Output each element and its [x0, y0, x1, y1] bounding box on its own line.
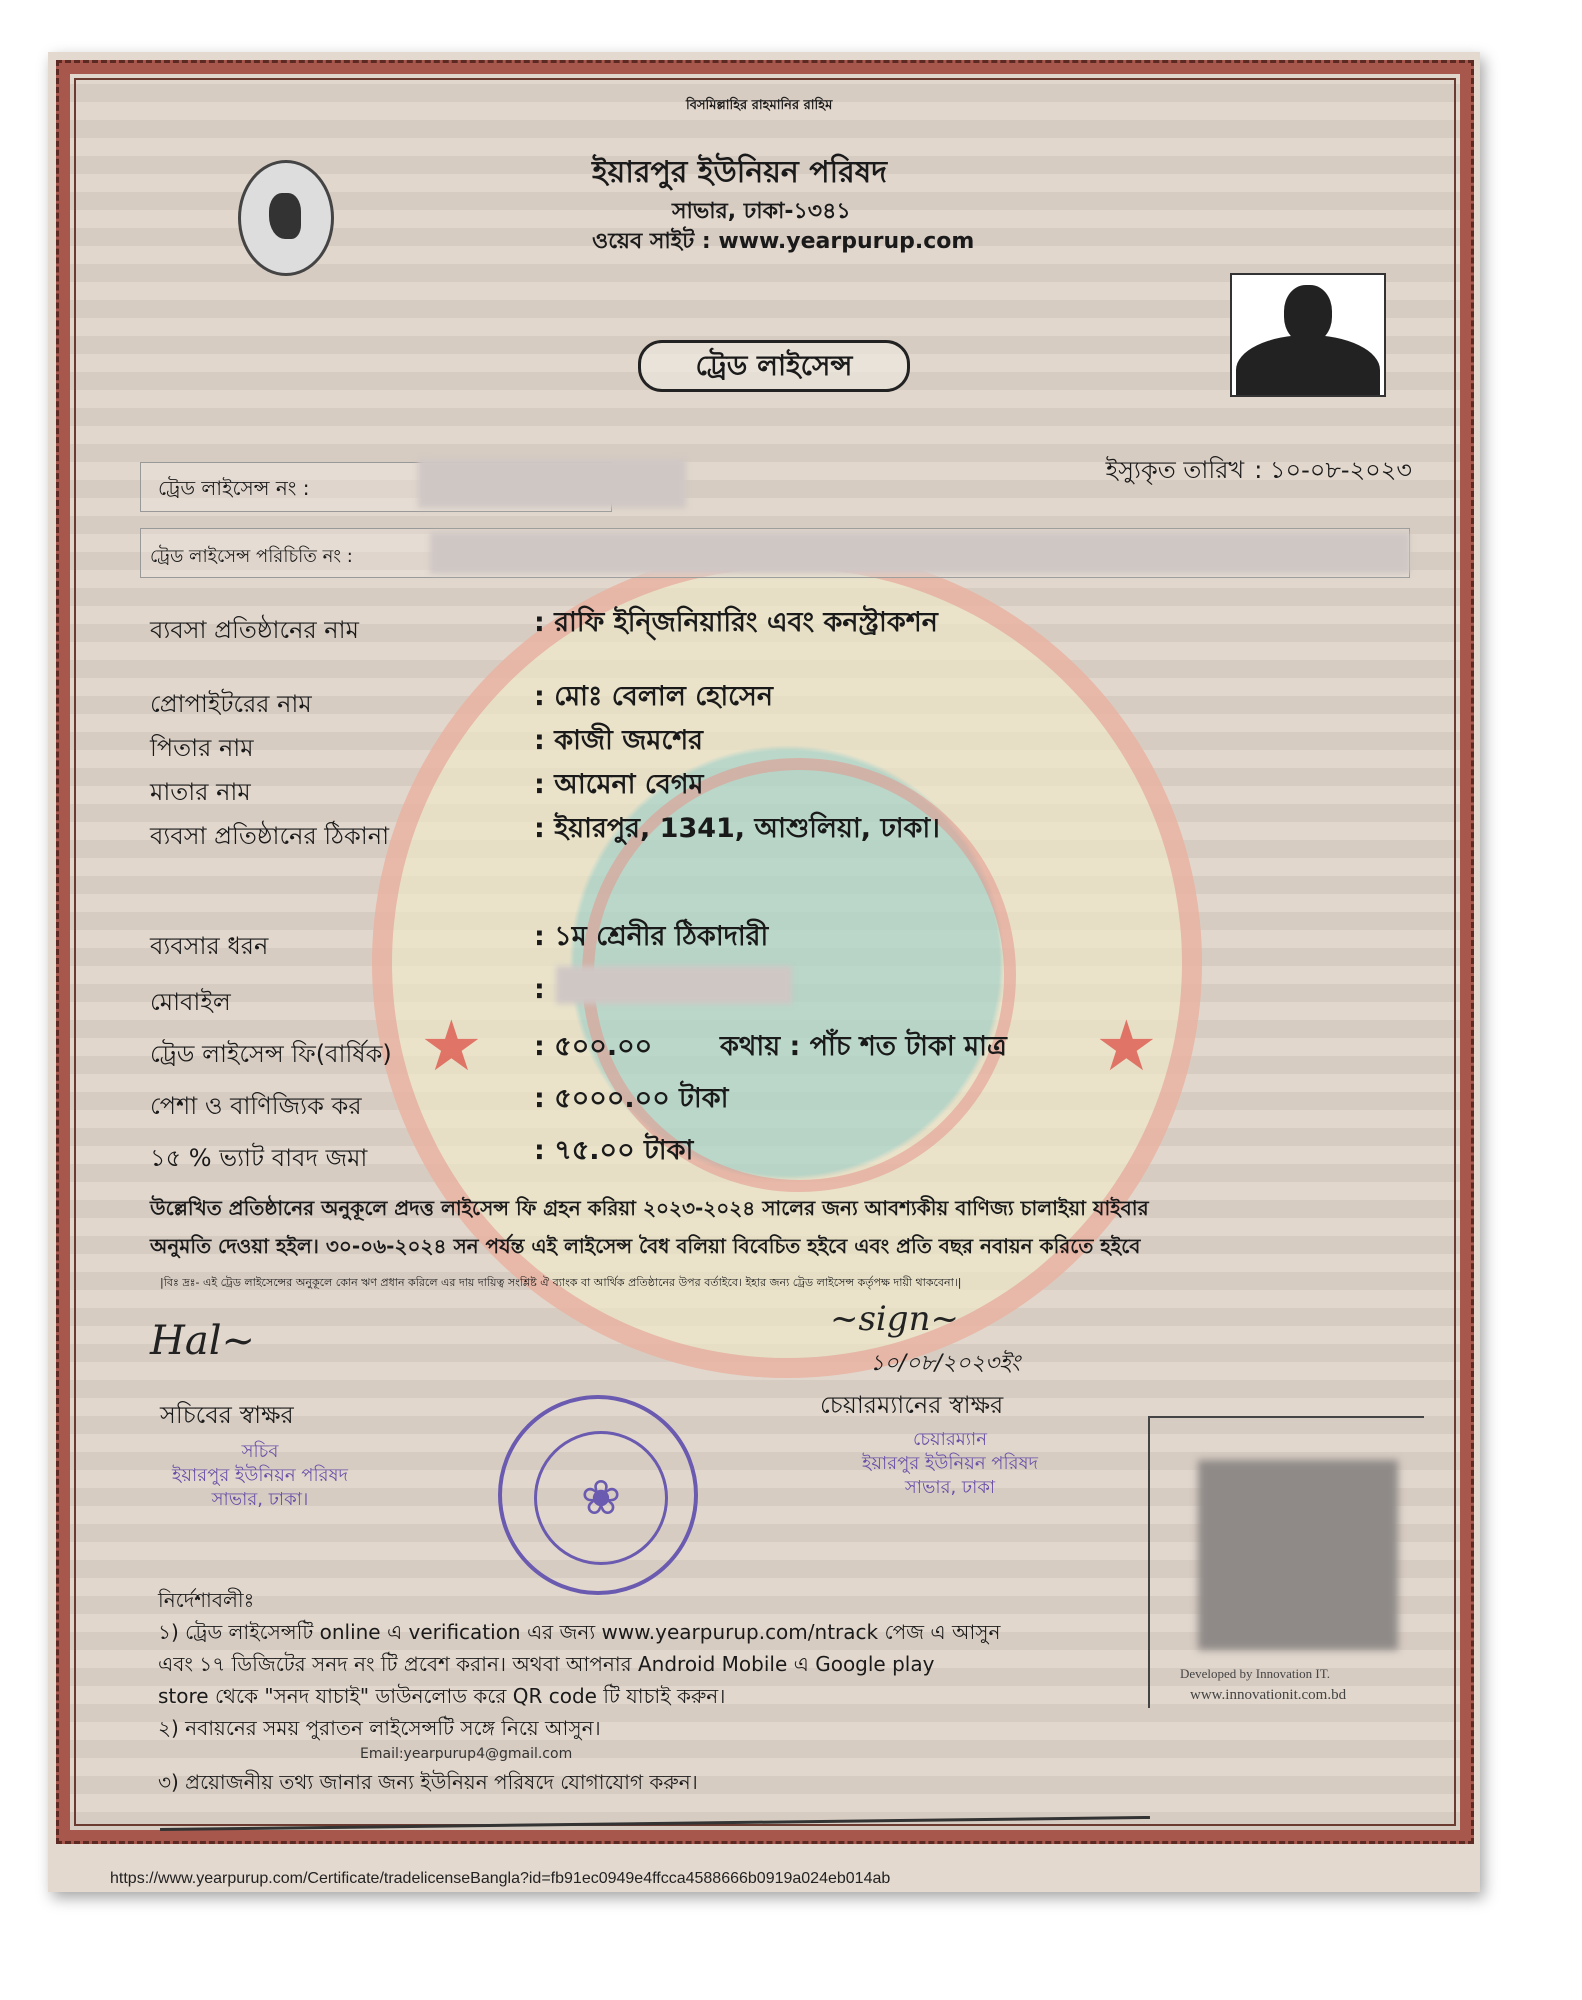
validity-paragraph-line2: অনুমতি দেওয়া হইল। ৩০-০৬-২০২৪ সন পর্যন্ত এই লাইসেন্স বৈধ বলিয়া বিবেচিত হইবে এবং প্রতি বছর নবায়ন করিতে হইবে — [150, 1234, 1141, 1258]
instruction-line: এবং ১৭ ডিজিটের সনদ নং টি প্রবেশ করান। অথবা আপনার Android Mobile এ Google play — [158, 1652, 935, 1676]
stamp-line: চেয়ারম্যান — [913, 1429, 987, 1450]
disclaimer-note: |বিঃ দ্রঃ- এই ট্রেড লাইসেন্সের অনুকূলে কোন ঋণ প্রধান করিলে এর দায় দায়িত্ব সংশ্লিষ্ট ঐ ব্যাংক বা আর্থিক প্রতিষ্ঠানের উপর বর্তাইবে। ইহার জন্য ট্রেড লাইসেন্স কর্তৃপক্ষ দায়ী থাকবেনা।| — [160, 1276, 962, 1289]
stamp-line: সাভার, ঢাকা। — [211, 1489, 309, 1510]
instruction-line: ২) নবায়নের সময় পুরাতন লাইসেন্সটি সঙ্গে নিয়ে আসুন। — [158, 1716, 601, 1740]
issue-date-row — [1106, 452, 1412, 492]
star-icon: ★ — [1095, 1005, 1158, 1087]
page-url: https://www.yearpurup.com/Certificate/tradelicenseBangla?id=fb91ec0949e4ffcca4588666b0919a024eb014ab — [110, 1870, 891, 1887]
vat-amount: : ৭৫.০০ টাকা — [534, 1135, 694, 1166]
star-icon: ★ — [420, 1005, 483, 1087]
proprietor-photo — [1230, 273, 1386, 397]
mother-name: : আমেনা বেগম — [534, 769, 704, 800]
stamp-line: ইয়ারপুর ইউনিয়ন পরিষদ — [862, 1453, 1038, 1474]
stamp-line: ইয়ারপুর ইউনিয়ন পরিষদ — [172, 1465, 348, 1486]
mobile-value: : — [534, 974, 545, 1005]
fee-in-words: কথায় : পাঁচ শত টাকা মাত্র — [720, 1031, 1007, 1062]
mobile-redacted — [556, 966, 792, 1004]
org-address: সাভার, ঢাকা-১৩৪১ — [672, 199, 851, 224]
org-name: ইয়ারপুর ইউনিয়ন পরিষদ — [592, 155, 888, 190]
field-label: ব্যবসার ধরন — [150, 932, 269, 960]
issue-date: : ১০-০৮-২০২৩ — [1254, 456, 1412, 484]
chairman-signature: ~sign~ — [830, 1299, 959, 1339]
license-number-redacted — [418, 458, 686, 508]
developer-credit: Developed by Innovation IT. — [1180, 1666, 1330, 1681]
field-label: ব্যবসা প্রতিষ্ঠানের নাম — [150, 616, 359, 644]
contact-email: Email:yearpurup4@gmail.com — [360, 1746, 573, 1762]
license-id-redacted — [430, 532, 1410, 574]
field-label: ১৫ % ভ্যাট বাবদ জমা — [150, 1144, 368, 1172]
field-label: প্রোপাইটরের নাম — [150, 690, 312, 718]
chairman-stamp — [800, 1428, 1100, 1500]
field-label: ট্রেড লাইসেন্স ফি(বার্ষিক) — [150, 1040, 392, 1068]
developer-website: www.innovationit.com.bd — [1190, 1687, 1347, 1703]
chairman-signature-date: ১০/০৮/২০২৩ইং — [870, 1351, 1021, 1376]
father-name: : কাজী জমশের — [534, 725, 704, 756]
bismillah-text: বিসমিল্লাহির রাহমানির রাহিম — [686, 98, 833, 113]
license-fee: : ৫০০.০০ — [534, 1031, 653, 1062]
qr-code-redacted — [1198, 1460, 1398, 1650]
business-name: : রাফি ইন্জিনিয়ারিং এবং কনস্ট্রাকশন — [534, 607, 938, 638]
union-parishad-round-seal: ❀ — [498, 1395, 698, 1595]
field-label: ব্যবসা প্রতিষ্ঠানের ঠিকানা — [150, 822, 390, 850]
business-tax: : ৫০০০.০০ টাকা — [534, 1083, 729, 1114]
field-label: পেশা ও বাণিজ্যিক কর — [150, 1092, 362, 1120]
field-label: মোবাইল — [150, 988, 231, 1016]
instruction-line: store থেকে "সনদ যাচাই" ডাউনলোড করে QR code টি যাচাই করুন। — [158, 1684, 726, 1708]
instruction-line: ১) ট্রেড লাইসেন্সটি online এ verification এর জন্য www.yearpurup.com/ntrack পেজ এ আসুন — [158, 1620, 1001, 1644]
instruction-line: ৩) প্রয়োজনীয় তথ্য জানার জন্য ইউনিয়ন পরিষদে যোগাযোগ করুন। — [158, 1770, 698, 1794]
issue-date-label: ইস্যুকৃত তারিখ — [1105, 456, 1245, 484]
business-type: : ১ম শ্রেনীর ঠিকাদারী — [534, 921, 769, 952]
secretary-signature: Hal~ — [150, 1318, 256, 1364]
org-website: ওয়েব সাইট : www.yearpurup.com — [592, 229, 975, 254]
document-title: ট্রেড লাইসেন্স — [638, 340, 910, 392]
secretary-signature-label: সচিবের স্বাক্ষর — [160, 1401, 294, 1429]
stamp-line: সচিব — [241, 1441, 279, 1462]
bangladesh-government-seal — [238, 160, 334, 276]
business-address: : ইয়ারপুর, 1341, আশুলিয়া, ঢাকা। — [534, 813, 940, 844]
chairman-signature-label: চেয়ারম্যানের স্বাক্ষর — [820, 1391, 1004, 1419]
proprietor-name: : মোঃ বেলাল হোসেন — [534, 681, 773, 712]
license-id-label: ট্রেড লাইসেন্স পরিচিতি নং : — [150, 546, 353, 567]
instructions-heading: নির্দেশাবলীঃ — [158, 1588, 255, 1612]
field-label: পিতার নাম — [150, 734, 254, 762]
validity-paragraph-line1: উল্লেখিত প্রতিষ্ঠানের অনুকূলে প্রদত্ত লাইসেন্স ফি গ্রহন করিয়া ২০২৩-২০২৪ সালের জন্য আবশ্যকীয় বাণিজ্য চালাইয়া যাইবার — [150, 1196, 1149, 1220]
secretary-stamp — [110, 1440, 410, 1512]
stamp-line: সাভার, ঢাকা — [904, 1477, 996, 1498]
license-number-label: ট্রেড লাইসেন্স নং : — [158, 476, 310, 500]
field-label: মাতার নাম — [150, 778, 251, 806]
